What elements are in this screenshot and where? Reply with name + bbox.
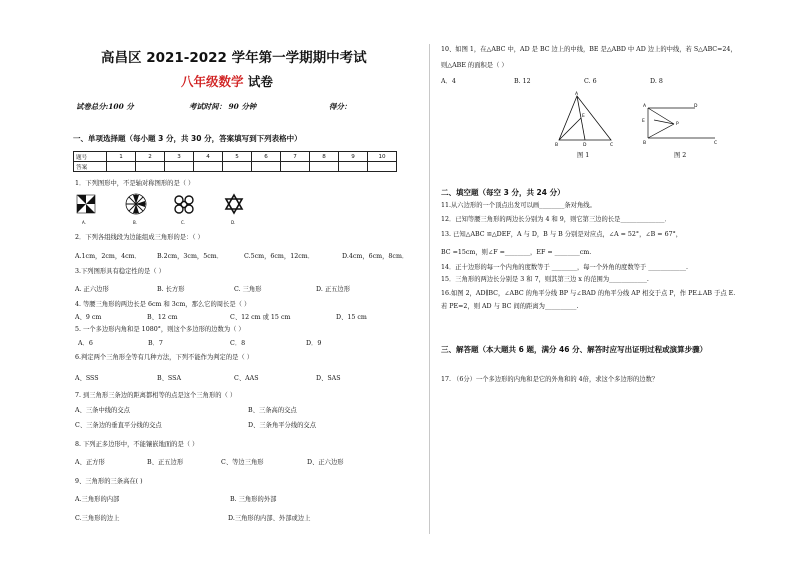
fig2-label: D	[694, 104, 698, 109]
table-number: 4	[194, 152, 223, 162]
subtitle-paper: 试卷	[247, 74, 273, 89]
answer-cell[interactable]	[368, 162, 397, 172]
question-4: 4. 等腰三角形的两边长是 6cm 和 3cm，那么它的周长是（ ）	[75, 301, 251, 308]
q7-option-a[interactable]: A、三条中线的交点	[75, 407, 130, 414]
q2-option-c[interactable]: C.5cm，6cm，12cm．	[244, 253, 315, 260]
figure-2-caption: 图 2	[674, 152, 687, 159]
fig2-label: B	[643, 141, 647, 146]
question-9: 9、三角形的三条高在( )	[75, 478, 143, 485]
q1-option-b: B.	[133, 220, 138, 225]
q3-option-d[interactable]: D. 正五边形	[316, 286, 351, 293]
q9-option-a[interactable]: A.三角形的内部	[75, 496, 120, 503]
fig2-label: A	[643, 104, 647, 109]
fig2-label: C	[714, 141, 718, 146]
q6-option-b[interactable]: B、SSA	[157, 375, 181, 382]
q2-option-a[interactable]: A.1cm，2cm，4cm．	[75, 253, 141, 260]
answer-cell[interactable]	[165, 162, 194, 172]
question-17: 17. （6分）一个多边形的内角和是它的外角和的 4倍，求这个多边形的边数？	[441, 376, 659, 383]
question-16-line1: 16.如图 2，AD∥BC，∠ABC 的角平分线 BP 与∠BAD 的角平分线 AP 相交于点 P，作 PE⊥AB 于点 E.	[441, 290, 736, 297]
table-number: 6	[252, 152, 281, 162]
fig1-label: E	[582, 114, 585, 119]
table-number: 8	[310, 152, 339, 162]
exam-subtitle	[181, 72, 273, 90]
q2-option-d[interactable]: D.4cm，6cm，8cm．	[342, 253, 409, 260]
fig2-label: E	[642, 119, 645, 124]
question-13-line2: BC =15cm，则∠F =________，EF = ________cm.	[441, 249, 592, 256]
q5-option-a[interactable]: A．6	[78, 340, 93, 347]
figure-2-parallel	[640, 98, 720, 146]
total-score: 试卷总分:100 分	[76, 102, 134, 111]
q7-option-b[interactable]: B、三条高的交点	[248, 407, 297, 414]
table-number: 1	[107, 152, 136, 162]
question-10-line1: 10、如图 1，在△ABC 中，AD 是 BC 边上的中线，BE 是△ABD 中 AD 边上的中线，若 S△ABC=24，	[441, 46, 737, 53]
question-13-line1: 13. 已知△ABC ≌△DEF，A 与 D，B 与 B 分别是对应点，∠A = 52°，∠B = 67°，	[441, 231, 683, 238]
answer-cell[interactable]	[107, 162, 136, 172]
question-15: 15．三角形的两边长分别是 3 和 7，则其第三边 x 的范围为____________.	[441, 276, 649, 283]
q9-option-d[interactable]: D.三角形的内部、外部或边上	[228, 515, 311, 522]
question-12: 12．已知等腰三角形的两边长分别为 4 和 9，则它第三边的长是______________．	[441, 216, 671, 223]
table-label-answer: 答案	[74, 162, 107, 172]
section2-heading: 二、填空题（每空 3 分，共 24 分）	[441, 188, 565, 197]
q1-option-a: A.	[82, 220, 86, 225]
question-11: 11.从六边形的一个顶点出发可以画________条对角线。	[441, 202, 596, 209]
q7-option-c[interactable]: C、三条边的垂直平分线的交点	[75, 422, 162, 429]
table-number: 10	[368, 152, 397, 162]
q6-option-c[interactable]: C、AAS	[234, 375, 259, 382]
question-10-line2: 则△ABE 的面积是（ ）	[441, 62, 508, 69]
q8-option-b[interactable]: B、正五边形	[147, 459, 184, 466]
fig2-label: P	[676, 122, 679, 127]
exam-title: 高昌区 2021-2022 学年第一学期期中考试	[101, 50, 367, 66]
answer-cell[interactable]	[252, 162, 281, 172]
q10-option-c[interactable]: C. 6	[584, 78, 597, 85]
answer-cell[interactable]	[223, 162, 252, 172]
q3-option-c[interactable]: C. 三角形	[234, 286, 262, 293]
answer-table-number-row	[74, 152, 397, 162]
q5-option-c[interactable]: C．8	[230, 340, 246, 347]
table-number: 3	[165, 152, 194, 162]
q5-option-d[interactable]: D．9	[306, 340, 322, 347]
table-number: 7	[281, 152, 310, 162]
question-2: 2．下列各组线段为边能组成三角形的是：（ ）	[75, 234, 204, 241]
figure-1-caption: 图 1	[577, 152, 590, 159]
q4-option-d[interactable]: D、15 cm	[336, 314, 367, 321]
fig1-label: A	[575, 92, 579, 97]
answer-cell[interactable]	[281, 162, 310, 172]
fig1-label: D	[583, 143, 587, 148]
q6-option-a[interactable]: A、SSS	[75, 375, 99, 382]
q7-option-d[interactable]: D、三条角平分线的交点	[248, 422, 317, 429]
q3-option-a[interactable]: A. 正六边形	[75, 286, 109, 293]
question-14: 14．正十边形的每一个内角的度数等于 ________，每一个外角的度数等于 ____________.	[441, 264, 689, 271]
circle-spokes-figure	[126, 194, 146, 214]
q6-option-d[interactable]: D、SAS	[316, 375, 341, 382]
question-8: 8. 下列正多边形中，不能镶嵌地面的是（ ）	[75, 441, 199, 448]
answer-cell[interactable]	[339, 162, 368, 172]
question-3: 3.下列图形具有稳定性的是（ ）	[75, 268, 165, 275]
q2-option-b[interactable]: B.2cm，3cm，5cm．	[157, 253, 224, 260]
q5-option-b[interactable]: B．7	[148, 340, 163, 347]
table-label-number: 题号	[74, 152, 107, 162]
knot-figure	[175, 196, 193, 213]
q10-option-b[interactable]: B. 12	[514, 78, 531, 85]
figure-1-triangle	[555, 90, 615, 150]
answer-table	[73, 151, 397, 172]
q1-figures	[76, 192, 256, 226]
q8-option-a[interactable]: A、正方形	[75, 459, 105, 466]
subtitle-grade: 八年级数学	[181, 74, 244, 89]
q10-option-a[interactable]: A．4	[441, 78, 456, 85]
table-number: 5	[223, 152, 252, 162]
question-7: 7. 到三角形三条边的距离都相等的点是这个三角形的（ ）	[75, 392, 237, 399]
answer-cell[interactable]	[310, 162, 339, 172]
q4-option-c[interactable]: C、12 cm 或 15 cm	[230, 314, 291, 321]
answer-table-answer-row	[74, 162, 397, 172]
q1-option-d: D.	[231, 220, 236, 225]
q9-option-b[interactable]: B. 三角形的外部	[230, 496, 277, 503]
q4-option-a[interactable]: A、9 cm	[75, 314, 102, 321]
q3-option-b[interactable]: B. 长方形	[157, 286, 185, 293]
column-divider	[429, 44, 430, 534]
question-6: 6.判定两个三角形全等有几种方法，下列不能作为判定的是（ ）	[75, 354, 254, 361]
q8-option-d[interactable]: D、正六边形	[307, 459, 344, 466]
table-number: 2	[136, 152, 165, 162]
fig1-label: C	[610, 143, 614, 148]
answer-cell[interactable]	[136, 162, 165, 172]
question-1: 1．下列图形中，不是轴对称图形的是（ ）	[75, 180, 195, 187]
q4-option-b[interactable]: B、12 cm	[147, 314, 178, 321]
exam-time: 考试时间： 90 分钟	[189, 102, 257, 111]
q8-option-c[interactable]: C、等边三角形	[221, 459, 264, 466]
section3-heading: 三、解答题（本大题共 6 题，满分 46 分、解答时应写出证明过程或演算步骤）	[441, 345, 708, 354]
fig1-label: B	[555, 143, 559, 148]
answer-cell[interactable]	[194, 162, 223, 172]
table-number: 9	[339, 152, 368, 162]
score-label: 得分：	[329, 102, 352, 111]
star-figure	[226, 195, 242, 213]
pinwheel-figure	[77, 195, 95, 213]
question-16-line2: 若 PE=2，则 AD 与 BC 间的距离为__________.	[441, 303, 579, 310]
q9-option-c[interactable]: C.三角形的边上	[75, 515, 120, 522]
q1-option-c: C.	[181, 220, 186, 225]
q10-option-d[interactable]: D. 8	[650, 78, 663, 85]
question-5: 5. 一个多边形内角和是 1080°，则这个多边形的边数为（ ）	[75, 326, 245, 333]
section1-heading: 一、单项选择题（每小题 3 分，共 30 分，答案填写到下列表格中）	[73, 134, 302, 143]
